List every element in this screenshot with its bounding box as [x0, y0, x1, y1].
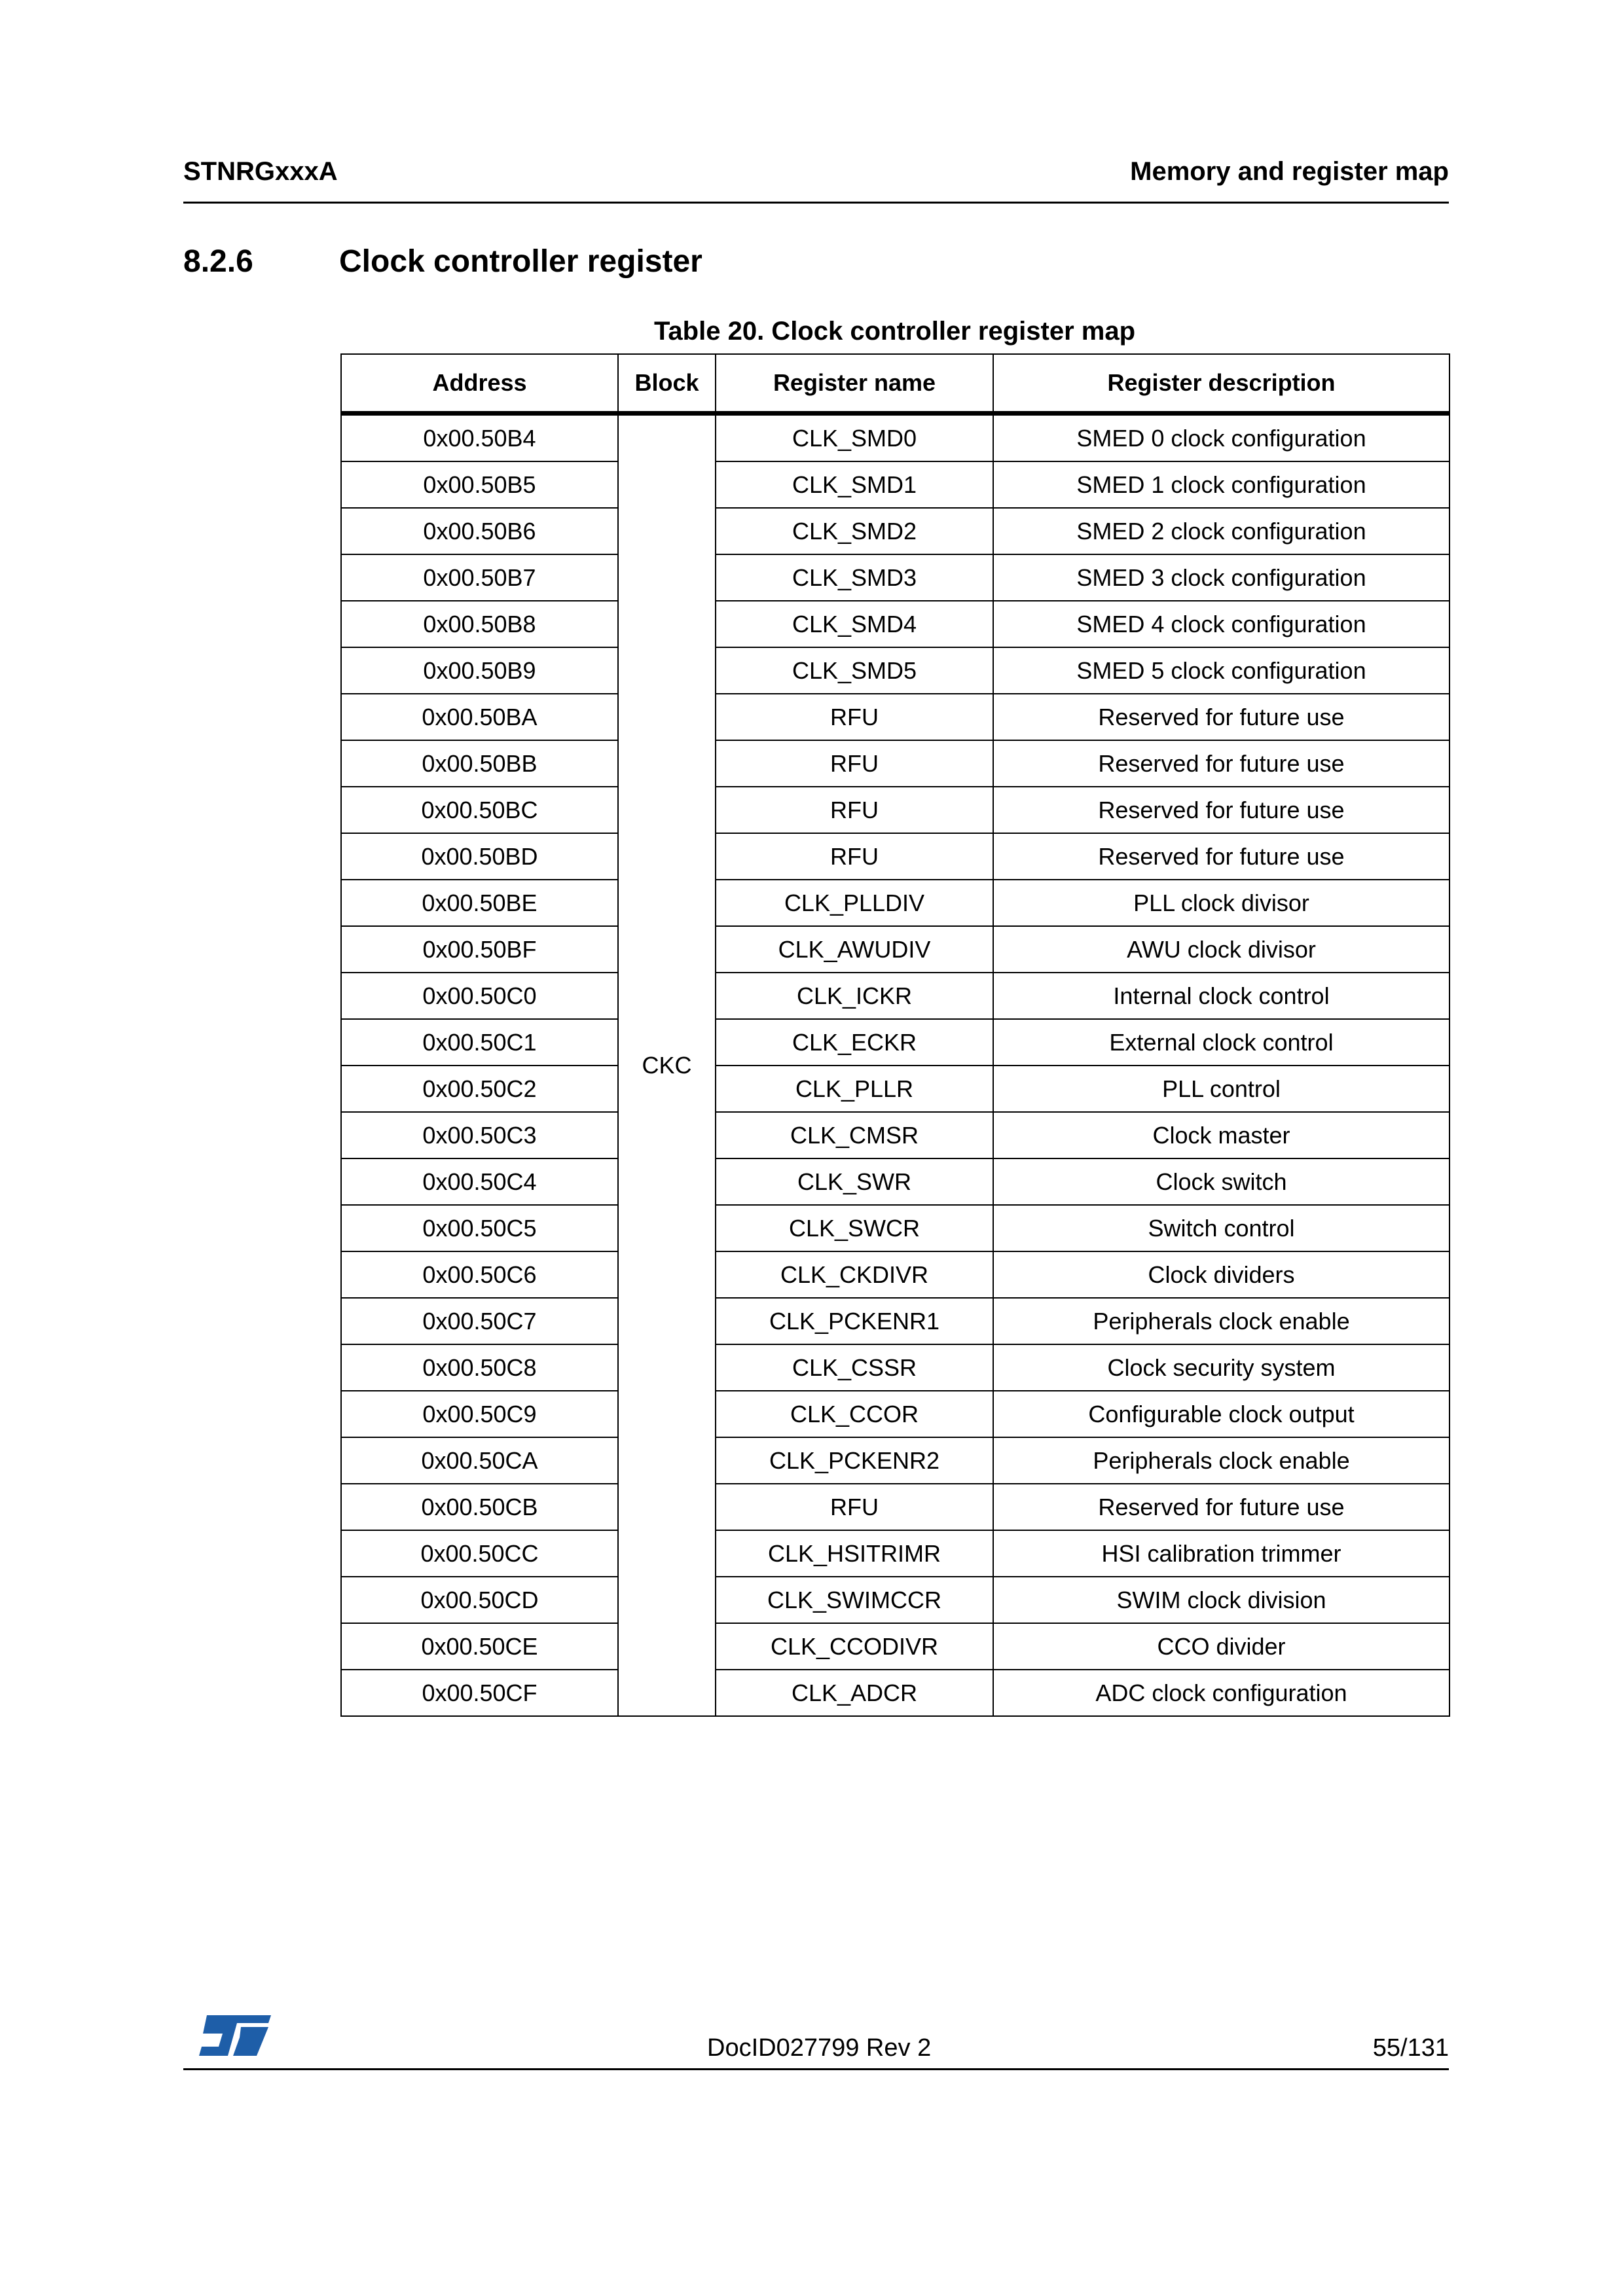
document-id: DocID027799 Rev 2	[707, 2034, 932, 2062]
cell-register-description: PLL control	[993, 1066, 1450, 1112]
table-row	[341, 1670, 1450, 1716]
st-logo-t-shape	[233, 2027, 268, 2056]
section-title: Clock controller register	[339, 244, 702, 279]
cell-register-description: Configurable clock output	[993, 1391, 1450, 1437]
cell-register-name: CLK_ECKR	[716, 1019, 993, 1066]
table-row	[341, 1205, 1450, 1251]
cell-address: 0x00.50C6	[341, 1251, 618, 1298]
column-header-block: Block	[618, 354, 716, 414]
cell-register-name: CLK_AWUDIV	[716, 926, 993, 973]
cell-address: 0x00.50CA	[341, 1437, 618, 1484]
table-caption: Table 20. Clock controller register map	[653, 317, 1136, 346]
cell-address: 0x00.50BE	[341, 880, 618, 926]
cell-address: 0x00.50B9	[341, 647, 618, 694]
table-row	[341, 1530, 1450, 1577]
table-row	[341, 880, 1450, 926]
cell-register-name: CLK_ICKR	[716, 973, 993, 1019]
column-header-register-description: Register description	[993, 354, 1450, 414]
document-chapter-title: Memory and register map	[1130, 157, 1449, 186]
cell-address: 0x00.50C8	[341, 1344, 618, 1391]
cell-register-description: Clock security system	[993, 1344, 1450, 1391]
cell-address: 0x00.50CD	[341, 1577, 618, 1623]
cell-address: 0x00.50CC	[341, 1530, 618, 1577]
cell-address: 0x00.50BF	[341, 926, 618, 973]
register-map-table	[340, 353, 1450, 1717]
cell-register-name: CLK_PLLDIV	[716, 880, 993, 926]
cell-address: 0x00.50BC	[341, 787, 618, 833]
table-row	[341, 1623, 1450, 1670]
cell-register-description: Internal clock control	[993, 973, 1450, 1019]
cell-register-description: Clock switch	[993, 1158, 1450, 1205]
cell-register-description: Reserved for future use	[993, 1484, 1450, 1530]
cell-register-description: External clock control	[993, 1019, 1450, 1066]
table-row	[341, 1437, 1450, 1484]
cell-address: 0x00.50B5	[341, 461, 618, 508]
cell-address: 0x00.50CB	[341, 1484, 618, 1530]
cell-register-name: CLK_SWR	[716, 1158, 993, 1205]
table-row	[341, 926, 1450, 973]
table-row	[341, 554, 1450, 601]
cell-register-description: SMED 3 clock configuration	[993, 554, 1450, 601]
cell-register-name: CLK_SMD1	[716, 461, 993, 508]
table-row	[341, 833, 1450, 880]
table-row	[341, 647, 1450, 694]
section-number: 8.2.6	[183, 244, 253, 279]
cell-register-description: HSI calibration trimmer	[993, 1530, 1450, 1577]
table-row	[341, 508, 1450, 554]
table-row	[341, 1577, 1450, 1623]
table-row	[341, 973, 1450, 1019]
cell-address: 0x00.50BB	[341, 740, 618, 787]
cell-address: 0x00.50C0	[341, 973, 618, 1019]
st-logo-icon	[194, 2013, 272, 2058]
table-row	[341, 1298, 1450, 1344]
cell-address: 0x00.50BD	[341, 833, 618, 880]
cell-register-name: CLK_PCKENR1	[716, 1298, 993, 1344]
cell-register-name: CLK_SMD2	[716, 508, 993, 554]
table-row	[341, 1391, 1450, 1437]
table-row	[341, 1112, 1450, 1158]
cell-register-name: CLK_SWCR	[716, 1205, 993, 1251]
cell-register-name: CLK_HSITRIMR	[716, 1530, 993, 1577]
cell-register-description: SMED 2 clock configuration	[993, 508, 1450, 554]
cell-address: 0x00.50CF	[341, 1670, 618, 1716]
cell-address: 0x00.50C3	[341, 1112, 618, 1158]
table-row	[341, 1158, 1450, 1205]
cell-register-description: Switch control	[993, 1205, 1450, 1251]
cell-register-name: RFU	[716, 694, 993, 740]
cell-register-name: RFU	[716, 787, 993, 833]
cell-register-name: CLK_SMD0	[716, 414, 993, 462]
cell-address: 0x00.50BA	[341, 694, 618, 740]
footer-divider	[183, 2068, 1449, 2070]
column-header-address: Address	[341, 354, 618, 414]
cell-register-description: PLL clock divisor	[993, 880, 1450, 926]
cell-register-name: RFU	[716, 740, 993, 787]
cell-register-description: SMED 1 clock configuration	[993, 461, 1450, 508]
cell-register-name: CLK_SWIMCCR	[716, 1577, 993, 1623]
cell-register-name: CLK_PLLR	[716, 1066, 993, 1112]
cell-register-description: SWIM clock division	[993, 1577, 1450, 1623]
cell-register-name: CLK_ADCR	[716, 1670, 993, 1716]
table-row	[341, 1344, 1450, 1391]
cell-register-name: CLK_CSSR	[716, 1344, 993, 1391]
cell-register-description: SMED 5 clock configuration	[993, 647, 1450, 694]
table-row	[341, 740, 1450, 787]
page-number: 55/131	[1372, 2034, 1449, 2062]
document-product-name: STNRGxxxA	[183, 157, 338, 186]
cell-register-name: CLK_CKDIVR	[716, 1251, 993, 1298]
cell-register-name: CLK_SMD4	[716, 601, 993, 647]
table-row	[341, 1251, 1450, 1298]
header-divider	[183, 202, 1449, 204]
cell-address: 0x00.50C7	[341, 1298, 618, 1344]
cell-register-name: CLK_SMD3	[716, 554, 993, 601]
cell-address: 0x00.50CE	[341, 1623, 618, 1670]
cell-register-description: Clock dividers	[993, 1251, 1450, 1298]
cell-register-description: SMED 0 clock configuration	[993, 414, 1450, 462]
cell-address: 0x00.50C5	[341, 1205, 618, 1251]
table-header-row	[341, 354, 1450, 414]
cell-block: CKC	[618, 414, 716, 1717]
cell-register-description: Peripherals clock enable	[993, 1298, 1450, 1344]
cell-register-description: Reserved for future use	[993, 694, 1450, 740]
table-row	[341, 414, 1450, 462]
cell-address: 0x00.50B6	[341, 508, 618, 554]
column-header-register-name: Register name	[716, 354, 993, 414]
cell-register-description: Reserved for future use	[993, 787, 1450, 833]
cell-register-description: ADC clock configuration	[993, 1670, 1450, 1716]
table-row	[341, 694, 1450, 740]
cell-register-description: Peripherals clock enable	[993, 1437, 1450, 1484]
table-body	[341, 414, 1450, 1717]
cell-register-name: CLK_CMSR	[716, 1112, 993, 1158]
table-row	[341, 461, 1450, 508]
cell-address: 0x00.50C9	[341, 1391, 618, 1437]
cell-register-description: CCO divider	[993, 1623, 1450, 1670]
cell-address: 0x00.50C4	[341, 1158, 618, 1205]
cell-register-name: CLK_CCOR	[716, 1391, 993, 1437]
cell-register-description: SMED 4 clock configuration	[993, 601, 1450, 647]
cell-register-description: Reserved for future use	[993, 740, 1450, 787]
table-row	[341, 1066, 1450, 1112]
cell-register-description: Reserved for future use	[993, 833, 1450, 880]
cell-address: 0x00.50C2	[341, 1066, 618, 1112]
table-row	[341, 787, 1450, 833]
cell-register-name: CLK_PCKENR2	[716, 1437, 993, 1484]
cell-register-name: CLK_SMD5	[716, 647, 993, 694]
cell-address: 0x00.50B4	[341, 414, 618, 462]
cell-register-name: CLK_CCODIVR	[716, 1623, 993, 1670]
cell-register-name: RFU	[716, 1484, 993, 1530]
cell-address: 0x00.50B8	[341, 601, 618, 647]
cell-address: 0x00.50C1	[341, 1019, 618, 1066]
table-row	[341, 1484, 1450, 1530]
cell-address: 0x00.50B7	[341, 554, 618, 601]
cell-register-name: RFU	[716, 833, 993, 880]
table-row	[341, 601, 1450, 647]
cell-register-description: AWU clock divisor	[993, 926, 1450, 973]
cell-register-description: Clock master	[993, 1112, 1450, 1158]
table-row	[341, 1019, 1450, 1066]
